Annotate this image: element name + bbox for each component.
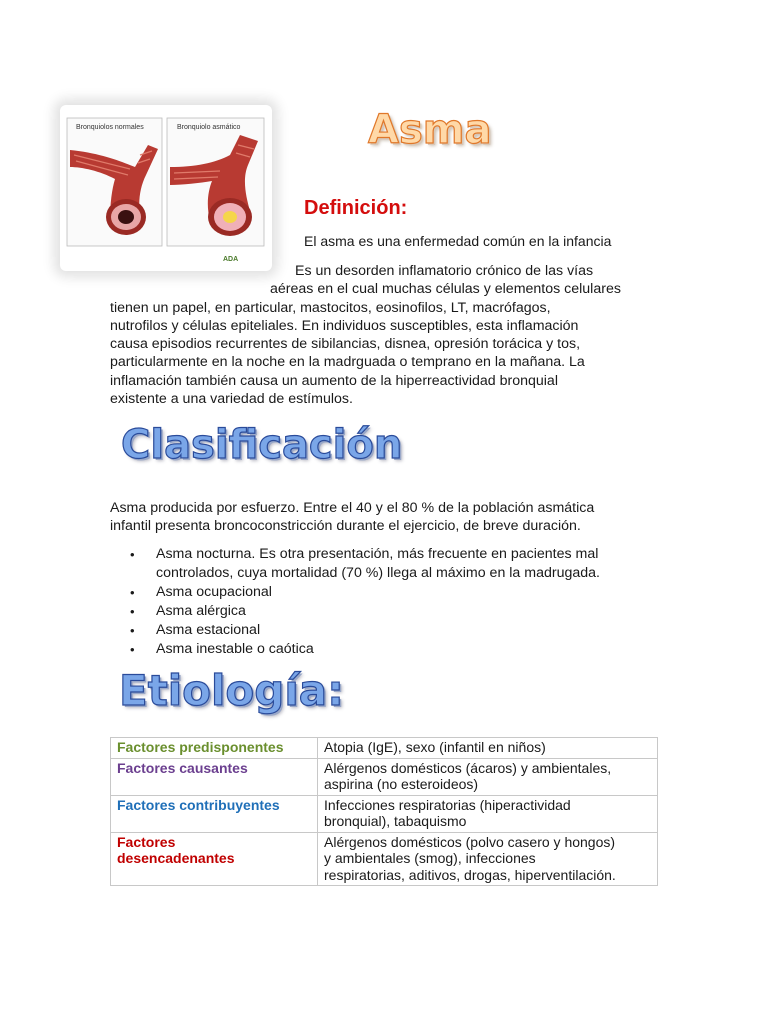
detail-line: Alérgenos domésticos (ácaros) y ambientales, — [324, 759, 612, 776]
table-row — [111, 795, 658, 832]
paragraph-line: inflamación también causa un aumento de la hiperreactividad bronquial — [110, 372, 558, 389]
table-row — [111, 832, 658, 886]
paragraph-line: infantil presenta broncoconstricción durante el ejercicio, de breve duración. — [110, 518, 581, 535]
paragraph-line: particularmente en la noche en la madrguada o temprano en la mañana. La — [110, 354, 585, 371]
figure-logo: ADA — [223, 256, 239, 263]
detail-line: y ambientales (smog), infecciones — [324, 850, 536, 866]
classification-heading: Clasificación — [121, 422, 403, 468]
list-item-line: • Asma alérgica — [156, 603, 246, 619]
paragraph-line: tienen un papel, en particular, mastocitos, eosinofilos, LT, macrófagos, — [110, 299, 551, 316]
paragraph-line: Asma producida por esfuerzo. Entre el 40 y el 80 % de la población asmática — [110, 500, 595, 516]
list-item-line: • Asma estacional — [156, 622, 261, 638]
definition-intro: El asma es una enfermedad común en la infancia — [304, 233, 612, 249]
list-item-line: controlados, cuya mortalidad (70 %) llega al máximo en la madrugada. — [156, 565, 600, 581]
factor-cell — [111, 758, 318, 795]
figure-label-normal: Bronquiolos normales — [76, 124, 144, 131]
table-row — [111, 738, 658, 759]
detail-line: aspirina (no esteroideos) — [324, 776, 479, 792]
detail-cell — [318, 758, 658, 795]
detail-line: Alérgenos domésticos (polvo casero y hongos) — [324, 833, 616, 850]
detail-cell — [318, 738, 658, 759]
list-item-line: • Asma inestable o caótica — [156, 641, 314, 657]
paragraph-line: Es un desorden inflamatorio crónico de las vías — [295, 263, 594, 279]
list-item — [110, 640, 670, 659]
factor-cell — [111, 832, 318, 886]
list-item — [110, 583, 670, 602]
etiology-heading: Etiología: — [119, 666, 344, 715]
classification-list — [110, 545, 670, 659]
paragraph-line: nutrofilos y células epiteliales. En individuos susceptibles, esta inflamación — [110, 317, 579, 334]
bronchiole-figure — [60, 105, 272, 271]
paragraph-line: existente a una variedad de estímulos. — [110, 391, 353, 408]
factor-label: desencadenantes — [117, 850, 235, 866]
factor-cell — [111, 795, 318, 832]
list-item-line: • Asma ocupacional — [156, 584, 272, 600]
detail-line: Infecciones respiratorias (hiperactividad — [324, 796, 571, 813]
definition-paragraph — [110, 262, 670, 408]
factor-label: Factores predisponentes — [117, 739, 284, 755]
detail-cell — [318, 795, 658, 832]
factor-label: Factores causantes — [117, 759, 248, 776]
detail-line: bronquial), tabaquismo — [324, 813, 467, 829]
factor-cell — [111, 738, 318, 759]
paragraph-line: causa episodios recurrentes de sibilancias, disnea, opresión torácica y tos, — [110, 336, 581, 353]
list-item — [110, 602, 670, 621]
figure-label-asthmatic: Bronquiolo asmático — [177, 124, 241, 131]
definition-heading: Definición: — [304, 197, 408, 219]
factor-label: Factores contribuyentes — [117, 796, 280, 813]
table-row — [111, 758, 658, 795]
detail-cell — [318, 832, 658, 886]
list-item — [110, 621, 670, 640]
detail-line: respiratorias, aditivos, drogas, hiperventilación. — [324, 866, 616, 883]
paragraph-line: aéreas en el cual muchas células y elementos celulares — [270, 281, 621, 298]
list-item — [110, 545, 670, 583]
factor-label: Factores — [117, 833, 176, 850]
page-title: Asma — [368, 107, 492, 153]
classification-intro — [110, 499, 670, 536]
detail-line: Atopia (IgE), sexo (infantil en niños) — [324, 739, 546, 755]
etiology-table — [110, 737, 658, 886]
list-item-line: • Asma nocturna. Es otra presentación, más frecuente en pacientes mal — [156, 546, 599, 562]
bronchiole-illustration-icon — [60, 105, 272, 271]
